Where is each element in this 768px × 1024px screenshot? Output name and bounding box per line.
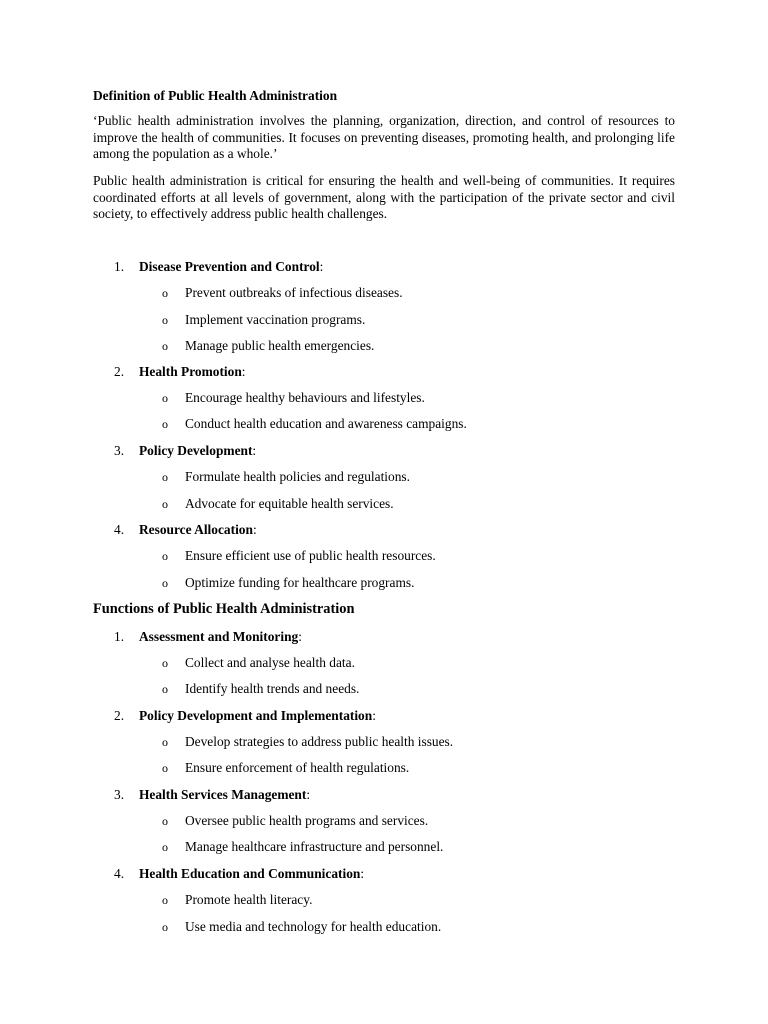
bullet-icon: o <box>162 497 168 511</box>
bullet-icon: o <box>162 576 168 590</box>
list-bullet: Conduct health education and awareness campaigns. <box>185 416 467 431</box>
list-item-title: Health Promotion: <box>139 364 246 379</box>
list-bullet: Develop strategies to address public health issues. <box>185 734 454 749</box>
list-number: 1. <box>114 259 125 274</box>
bullet-icon: o <box>162 814 168 828</box>
bullet-icon: o <box>162 339 168 353</box>
bullet-icon: o <box>162 656 168 670</box>
list-item-title: Policy Development and Implementation: <box>139 708 376 723</box>
bullet-icon: o <box>162 391 168 405</box>
list-bullet: Formulate health policies and regulations. <box>185 469 410 484</box>
list-number: 4. <box>114 866 125 881</box>
bullet-icon: o <box>162 470 168 484</box>
bullet-icon: o <box>162 920 168 934</box>
list-number: 3. <box>114 787 125 802</box>
list-bullet: Encourage healthy behaviours and lifestyles. <box>185 390 425 405</box>
list-number: 3. <box>114 443 125 458</box>
list-item-title: Health Education and Communication: <box>139 866 365 881</box>
list-number: 2. <box>114 364 125 379</box>
list-bullet: Collect and analyse health data. <box>185 655 355 670</box>
list-bullet: Oversee public health programs and services. <box>185 813 429 828</box>
list-number: 1. <box>114 629 125 644</box>
list-bullet: Identify health trends and needs. <box>185 681 360 696</box>
definition-heading: Definition of Public Health Administration <box>93 88 338 103</box>
bullet-icon: o <box>162 893 168 907</box>
bullet-icon: o <box>162 761 168 775</box>
list-item-title: Disease Prevention and Control: <box>139 259 324 274</box>
list-bullet: Ensure enforcement of health regulations. <box>185 760 410 775</box>
list-bullet: Advocate for equitable health services. <box>185 496 394 511</box>
list-bullet: Prevent outbreaks of infectious diseases. <box>185 285 403 300</box>
list-item-title: Health Services Management: <box>139 787 311 802</box>
list-bullet: Optimize funding for healthcare programs. <box>185 575 415 590</box>
list-number: 2. <box>114 708 125 723</box>
definition-quote: ‘Public health administration involves the planning, organization, direction, and control of resources to improve the health of communities. It focuses on preventing diseases, promoting health, and prolonging life among the population as a whole.’ <box>93 113 675 161</box>
bullet-icon: o <box>162 840 168 854</box>
bullet-icon: o <box>162 286 168 300</box>
list-item-title: Assessment and Monitoring: <box>139 629 302 644</box>
bullet-icon: o <box>162 549 168 563</box>
list-bullet: Implement vaccination programs. <box>185 312 366 327</box>
list-item-title: Resource Allocation: <box>139 522 257 537</box>
bullet-icon: o <box>162 735 168 749</box>
list-number: 4. <box>114 522 125 537</box>
bullet-icon: o <box>162 417 168 431</box>
list-bullet: Manage public health emergencies. <box>185 338 375 353</box>
list-bullet: Manage healthcare infrastructure and personnel. <box>185 839 444 854</box>
list-item-title: Policy Development: <box>139 443 257 458</box>
bullet-icon: o <box>162 682 168 696</box>
list-bullet: Ensure efficient use of public health resources. <box>185 548 436 563</box>
list-bullet: Use media and technology for health education. <box>185 919 442 934</box>
definition-body: Public health administration is critical for ensuring the health and well-being of communities. It requires coordinated efforts at all levels of government, along with the participation of the private sector and civil society, to effectively address public health challenges. <box>93 173 675 221</box>
list-bullet: Promote health literacy. <box>185 892 313 907</box>
bullet-icon: o <box>162 313 168 327</box>
functions-heading: Functions of Public Health Administration <box>93 601 355 617</box>
